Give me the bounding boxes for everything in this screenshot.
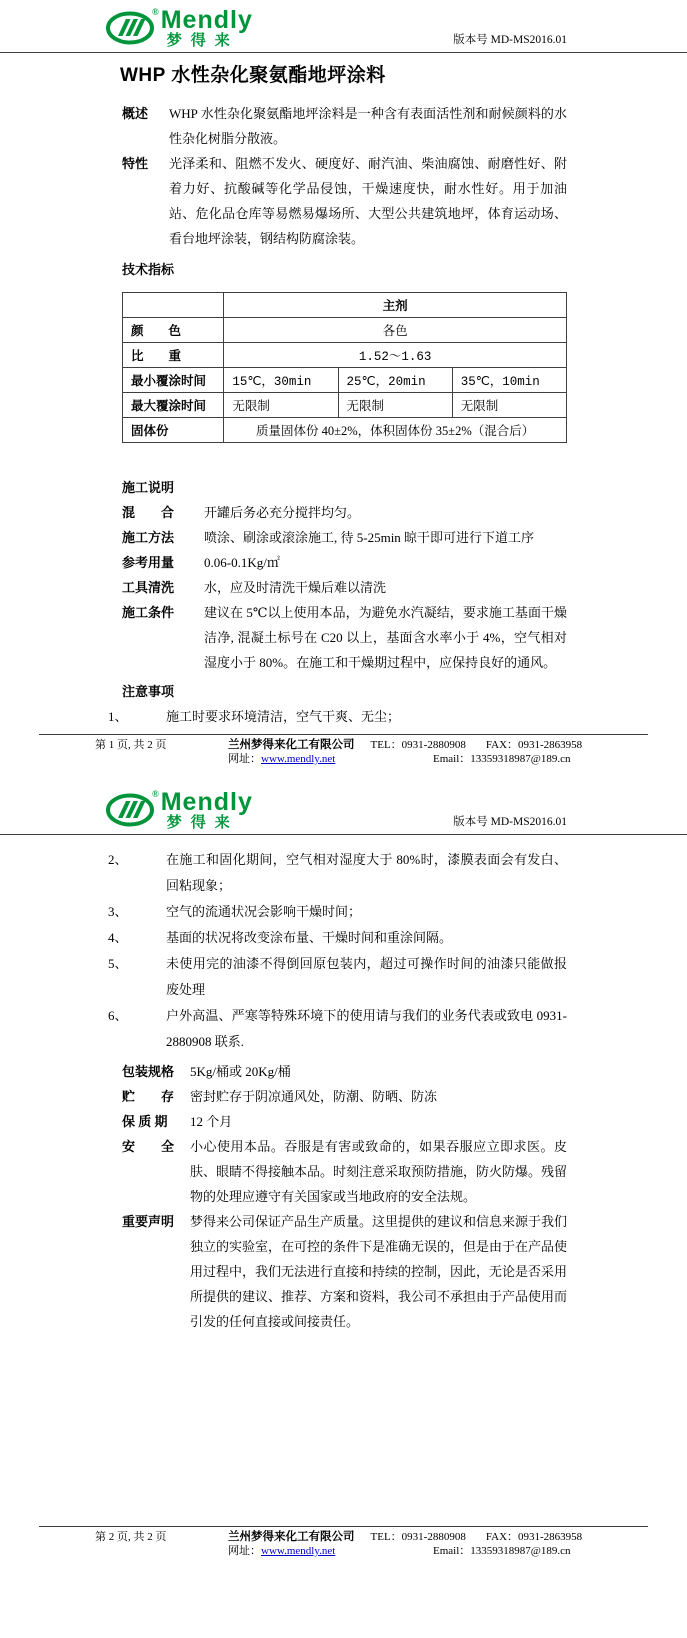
mendly-logo-mark-icon: [106, 8, 158, 46]
note-item-4: [106, 925, 567, 951]
footer-rule: [39, 1526, 648, 1527]
info-text: 小心使用本品。吞服是有害或致命的，如果吞服应立即求医。皮肤、眼睛不得接触本品。时刻注意采取预防措施，防火防爆。残留物的处理应遵守有关国家或当地政府的安全法规。: [190, 1139, 568, 1204]
min-recoat-label-cell: 最小覆涂时间: [123, 368, 224, 393]
footer-website: [228, 752, 433, 766]
note-item-3: [106, 899, 567, 925]
page-1: [0, 0, 687, 774]
note-text: 在施工和固化期间，空气相对湿度大于 80%时，漆膜表面会有发白、回粘现象；: [166, 852, 567, 893]
construction-item-tool-cleaning: [122, 575, 567, 600]
overview-label: 概述: [122, 106, 149, 121]
note-item-6: [106, 1003, 567, 1055]
min-recoat-cell-1: 15℃，30min: [224, 368, 338, 393]
info-item-shelf-life: [122, 1109, 567, 1134]
overview-text: WHP 水性杂化聚氨酯地坪涂料是一种含有表面活性剂和耐候颜料的水性杂化树脂分散液。: [169, 106, 567, 146]
footer-tel: TEL：0931-2880908: [370, 1531, 466, 1543]
footer-email: Email：13359318987@189.cn: [433, 1545, 571, 1557]
footer-website-label: 网址：: [228, 1545, 261, 1557]
footer-tel: TEL：0931-2880908: [370, 739, 466, 751]
brand-name: Mendly: [160, 6, 253, 34]
spec-table: [122, 292, 567, 443]
page-2: [0, 774, 687, 1638]
version-label: 版本号 MD-MS2016.01: [453, 34, 567, 46]
item-label: 工具清洗: [122, 580, 175, 595]
table-row-header: [123, 293, 567, 318]
construction-heading: 施工说明: [122, 480, 175, 495]
info-text: 5Kg/桶或 20Kg/桶: [190, 1064, 291, 1079]
note-text: 施工时要求环境清洁，空气干爽、无尘；: [166, 709, 401, 724]
footer-website-link[interactable]: www.mendly.net: [261, 753, 336, 765]
page-1-header: [0, 0, 687, 52]
registered-trademark-icon: ®: [152, 789, 159, 799]
mendly-logo-mark-icon: [106, 790, 158, 828]
overview-paragraph: [122, 101, 567, 151]
construction-item-mixing: [122, 500, 567, 525]
brand-name-cn: 梦得来: [166, 33, 239, 49]
header-rule: [0, 52, 687, 53]
note-text: 户外高温、严寒等特殊环境下的使用请与我们的业务代表或致电 0931-2880908 联系.: [166, 1008, 567, 1049]
density-value-cell: 1.52～1.63: [224, 343, 567, 368]
note-text: 基面的状况将改变涂布量、干燥时间和重涂间隔。: [166, 930, 453, 945]
footer-website: [228, 1544, 433, 1558]
footer-fax: FAX：0931-2863958: [485, 1531, 583, 1543]
footer-company: 兰州梦得来化工有限公司: [228, 1531, 355, 1543]
color-label-cell: 颜 色: [123, 318, 224, 343]
note-number: 5、: [108, 956, 128, 971]
max-recoat-cell-3: 无限制: [452, 393, 566, 418]
construction-item-method: [122, 525, 567, 550]
table-row-max-recoat: [123, 393, 567, 418]
page-title: WHP 水性杂化聚氨酯地坪涂料: [120, 65, 386, 86]
spec-table-empty-cell: [123, 293, 224, 318]
mendly-logo: [106, 790, 253, 831]
table-row-solids: [123, 418, 567, 443]
min-recoat-cell-3: 35℃，10min: [452, 368, 566, 393]
note-item-2: [106, 847, 567, 899]
registered-trademark-icon: ®: [152, 7, 159, 17]
mendly-logo: [106, 8, 253, 49]
footer-website-link[interactable]: www.mendly.net: [261, 1545, 336, 1557]
info-text: 12 个月: [190, 1114, 233, 1129]
density-label-cell: 比 重: [123, 343, 224, 368]
footer-company: 兰州梦得来化工有限公司: [228, 739, 355, 751]
table-row-color: [123, 318, 567, 343]
note-number: 3、: [108, 904, 128, 919]
info-item-safety: [122, 1134, 567, 1209]
page-2-header: [0, 774, 687, 834]
item-text: 建议在 5℃以上使用本品，为避免水汽凝结，要求施工基面干燥洁净, 混凝土标号在 C20 以上，基面含水率小于 4%，空气相对湿度小于 80%。在施工和干燥期过程中，应保持良好的通风。: [204, 605, 567, 670]
footer-line-2: [0, 752, 687, 766]
note-number: 6、: [108, 1008, 128, 1023]
page-2-footer: [0, 1526, 687, 1558]
brand-name: Mendly: [160, 788, 253, 816]
item-text: 喷涂、刷涂或滚涂施工, 待 5-25min 晾干即可进行下道工序: [204, 530, 535, 545]
max-recoat-cell-1: 无限制: [224, 393, 338, 418]
footer-fax: FAX：0931-2863958: [485, 739, 583, 751]
version-label: 版本号 MD-MS2016.01: [453, 816, 567, 828]
info-label: 贮 存: [122, 1089, 175, 1104]
features-paragraph: [122, 151, 567, 251]
footer-line-2: [0, 1544, 687, 1558]
footer-line-1: [0, 738, 687, 752]
footer-website-label: 网址：: [228, 753, 261, 765]
main-agent-header-cell: 主剂: [224, 293, 567, 318]
footer-line-1: [0, 1530, 687, 1544]
max-recoat-cell-2: 无限制: [338, 393, 452, 418]
info-text: 密封贮存于阴凉通风处，防潮、防晒、防冻: [190, 1089, 438, 1104]
info-item-storage: [122, 1084, 567, 1109]
footer-page-number: 第 2 页, 共 2 页: [95, 1531, 167, 1543]
item-label: 施工方法: [122, 530, 175, 545]
note-item-1: [106, 704, 567, 730]
page-2-content: [0, 835, 687, 1334]
brand-name-cn: 梦得来: [166, 815, 239, 831]
info-text: 梦得来公司保证产品生产质量。这里提供的建议和信息来源于我们独立的实验室，在可控的条件下是准确无误的，但是由于在产品使用过程中，我们无法进行直接和持续的控制，因此，无论是否采用所提供的建议、推荐、方案和资料，我公司不承担由于产品使用而引发的任何直接或间接责任。: [190, 1214, 568, 1329]
item-label: 参考用量: [122, 555, 175, 570]
item-text: 开罐后务必充分搅拌均匀。: [204, 505, 361, 520]
construction-item-conditions: [122, 600, 567, 675]
solids-value-cell: 质量固体份 40±2%，体积固体份 35±2%（混合后）: [224, 418, 567, 443]
logo-text: [161, 790, 253, 831]
item-text: 水，应及时清洗干燥后难以清洗: [204, 580, 387, 595]
solids-label-cell: 固体份: [123, 418, 224, 443]
note-text: 未使用完的油漆不得倒回原包装内，超过可操作时间的油漆只能做报废处理: [166, 956, 567, 997]
tech-specs-heading: 技术指标: [122, 262, 175, 277]
page-1-footer: [0, 734, 687, 766]
note-item-5: [106, 951, 567, 1003]
construction-item-dosage: [122, 550, 567, 575]
min-recoat-cell-2: 25℃，20min: [338, 368, 452, 393]
item-label: 施工条件: [122, 605, 175, 620]
info-label: 包装规格: [122, 1064, 175, 1079]
color-value-cell: 各色: [224, 318, 567, 343]
note-text: 空气的流通状况会影响干燥时间；: [166, 904, 362, 919]
footer-rule: [39, 734, 648, 735]
table-row-density: [123, 343, 567, 368]
max-recoat-label-cell: 最大覆涂时间: [123, 393, 224, 418]
info-item-disclaimer: [122, 1209, 567, 1334]
info-label: 保 质 期: [122, 1114, 168, 1129]
info-item-packaging: [122, 1059, 567, 1084]
notes-heading: 注意事项: [122, 684, 175, 699]
item-text: 0.06-0.1Kg/㎡: [204, 555, 280, 570]
item-label: 混 合: [122, 505, 175, 520]
info-label: 安 全: [122, 1139, 175, 1154]
note-number: 2、: [108, 852, 128, 867]
note-number: 4、: [108, 930, 128, 945]
info-label: 重要声明: [122, 1214, 175, 1229]
features-text: 光泽柔和、阻燃不发火、硬度好、耐汽油、柴油腐蚀、耐磨性好、附着力好、抗酸碱等化学品侵蚀，干燥速度快，耐水性好。用于加油站、危化品仓库等易燃易爆场所、大型公共建筑地坪，体育运动场、看台地坪涂装，钢结构防腐涂装。: [169, 156, 567, 246]
footer-page-number: 第 1 页, 共 2 页: [95, 739, 167, 751]
footer-email: Email：13359318987@189.cn: [433, 753, 571, 765]
table-row-min-recoat: [123, 368, 567, 393]
logo-text: [161, 8, 253, 49]
features-label: 特性: [122, 156, 149, 171]
page-1-content: [0, 63, 687, 730]
note-number: 1、: [108, 709, 128, 724]
